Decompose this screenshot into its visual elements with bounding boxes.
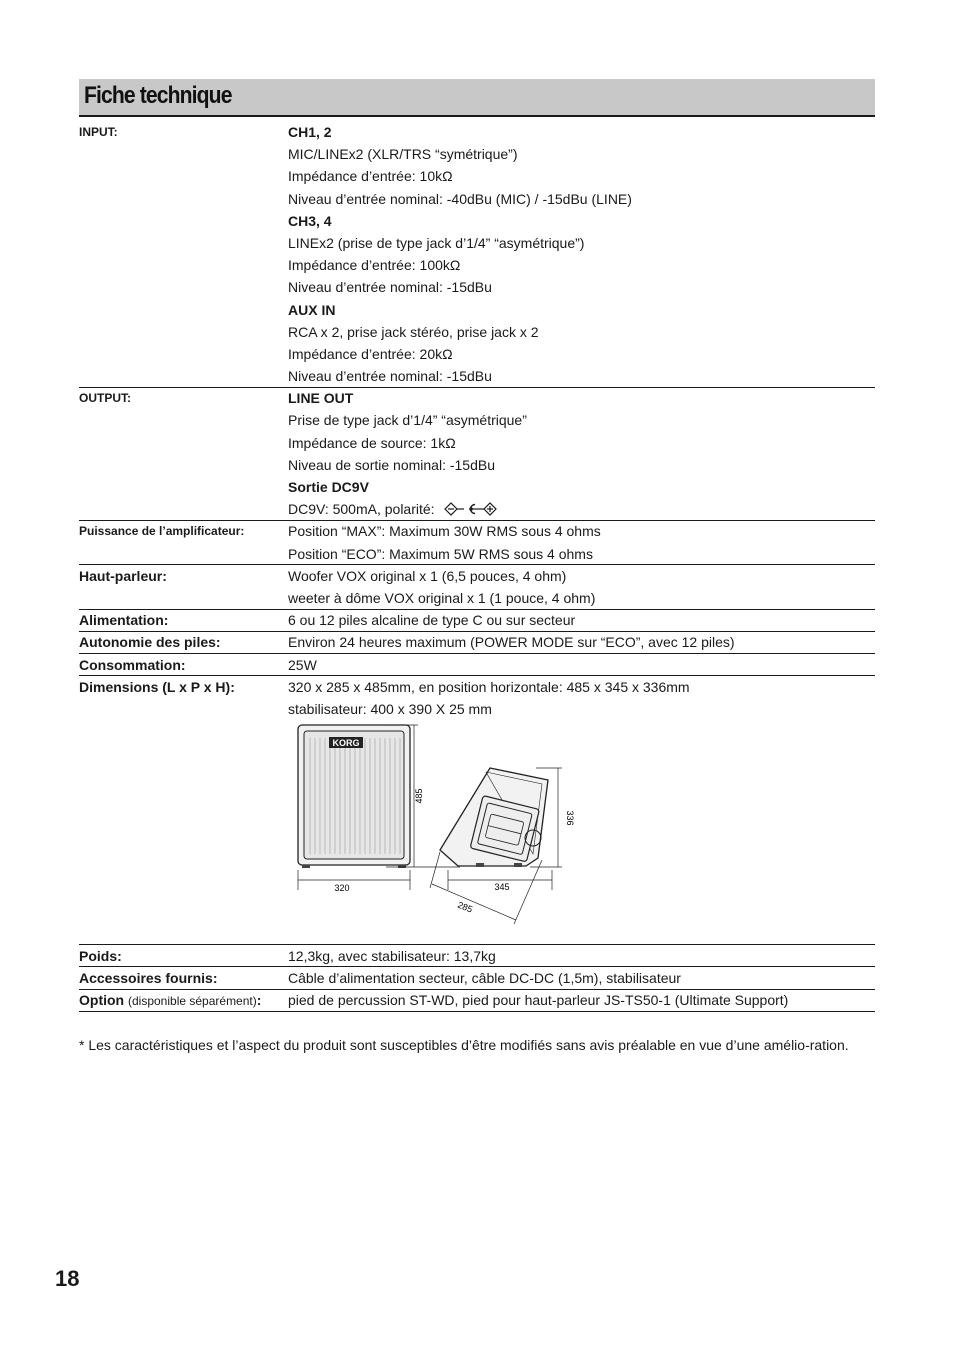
option-colon: : (256, 992, 262, 1008)
aux-line3: Niveau d’entrée nominal: -15dBu (288, 368, 492, 384)
aux-line1: RCA x 2, prise jack stéréo, prise jack x 2 (288, 324, 539, 340)
divider (79, 631, 875, 632)
polarity-icon (444, 502, 498, 516)
ch12-line3: Niveau d’entrée nominal: -40dBu (MIC) / -15dBu (LINE) (288, 191, 632, 207)
page-number: 18 (55, 1266, 80, 1291)
dimensions-line1: 320 x 285 x 485mm, en position horizontale: 485 x 345 x 336mm (288, 679, 690, 695)
battery-value: Environ 24 heures maximum (POWER MODE sur “ECO”, avec 12 piles) (288, 634, 735, 650)
divider (79, 675, 875, 676)
consumption-value: 25W (288, 657, 317, 673)
dim-tilt-width: 345 (494, 882, 510, 892)
accessories-value: Câble d’alimentation secteur, câble DC-DC (1,5m), stabilisateur (288, 970, 681, 986)
divider (79, 1011, 875, 1012)
ch34-line1: LINEx2 (prise de type jack d’1/4” “asymétrique”) (288, 235, 585, 251)
korg-logo: KORG (332, 738, 360, 748)
dim-tilt-height: 336 (565, 810, 575, 826)
lineout-line3: Niveau de sortie nominal: -15dBu (288, 457, 496, 473)
lineout-heading: LINE OUT (288, 390, 354, 406)
dc-line1 (288, 501, 498, 517)
dim-width: 320 (334, 883, 350, 893)
accessories-label: Accessoires fournis: (79, 970, 218, 986)
divider (79, 520, 875, 521)
weight-value: 12,3kg, avec stabilisateur: 13,7kg (288, 948, 496, 964)
option-value: pied de percussion ST-WD, pied pour haut-parleur JS-TS50-1 (Ultimate Support) (288, 992, 789, 1008)
speaker-line1: Woofer VOX original x 1 (6,5 pouces, 4 ohm) (288, 568, 567, 584)
dc-heading: Sortie DC9V (288, 479, 369, 495)
option-note: (disponible séparément) (128, 994, 257, 1008)
divider (79, 609, 875, 610)
amp-label: Puissance de l’amplificateur: (79, 524, 245, 538)
divider (79, 564, 875, 565)
ch34-line2: Impédance d’entrée: 100kΩ (288, 257, 461, 273)
lineout-line1: Prise de type jack d’1/4” “asymétrique” (288, 412, 527, 428)
input-label: INPUT: (79, 125, 118, 139)
divider (79, 966, 875, 967)
weight-label: Poids: (79, 948, 122, 964)
dim-depth: 285 (456, 899, 474, 915)
divider (79, 653, 875, 654)
lineout-line2: Impédance de source: 1kΩ (288, 435, 456, 451)
dimensions-diagram (290, 720, 580, 930)
dc-polarity-text: DC9V: 500mA, polarité: (288, 501, 435, 517)
ch12-line1: MIC/LINEx2 (XLR/TRS “symétrique”) (288, 146, 518, 162)
divider (79, 989, 875, 990)
dimensions-line2: stabilisateur: 400 x 390 X 25 mm (288, 701, 492, 717)
power-value: 6 ou 12 piles alcaline de type C ou sur secteur (288, 612, 576, 628)
section-header (79, 79, 875, 117)
option-label: Option (79, 992, 125, 1008)
battery-label: Autonomie des piles: (79, 634, 221, 650)
dimensions-label: Dimensions (L x P x H): (79, 679, 235, 695)
ch34-heading: CH3, 4 (288, 213, 332, 229)
divider (79, 387, 875, 388)
speaker-line2: weeter à dôme VOX original x 1 (1 pouce, 4 ohm) (288, 590, 596, 606)
dim-height: 485 (414, 788, 424, 804)
aux-heading: AUX IN (288, 302, 336, 318)
ch34-line3: Niveau d’entrée nominal: -15dBu (288, 279, 492, 295)
amp-line2: Position “ECO”: Maximum 5W RMS sous 4 ohms (288, 546, 593, 562)
page-title: Fiche technique (84, 82, 232, 109)
amp-line1: Position “MAX”: Maximum 30W RMS sous 4 ohms (288, 523, 601, 539)
aux-line2: Impédance d’entrée: 20kΩ (288, 346, 453, 362)
ch12-heading: CH1, 2 (288, 124, 332, 140)
option-label-group (79, 992, 261, 1008)
speaker-label: Haut-parleur: (79, 568, 167, 584)
output-label: OUTPUT: (79, 391, 131, 405)
power-label: Alimentation: (79, 612, 169, 628)
divider (79, 944, 875, 945)
ch12-line2: Impédance d’entrée: 10kΩ (288, 168, 453, 184)
consumption-label: Consommation: (79, 657, 186, 673)
footnote: * Les caractéristiques et l’aspect du produit sont susceptibles d’être modifiés sans avis préalable en vue d’une amélio-ration. (79, 1037, 849, 1053)
